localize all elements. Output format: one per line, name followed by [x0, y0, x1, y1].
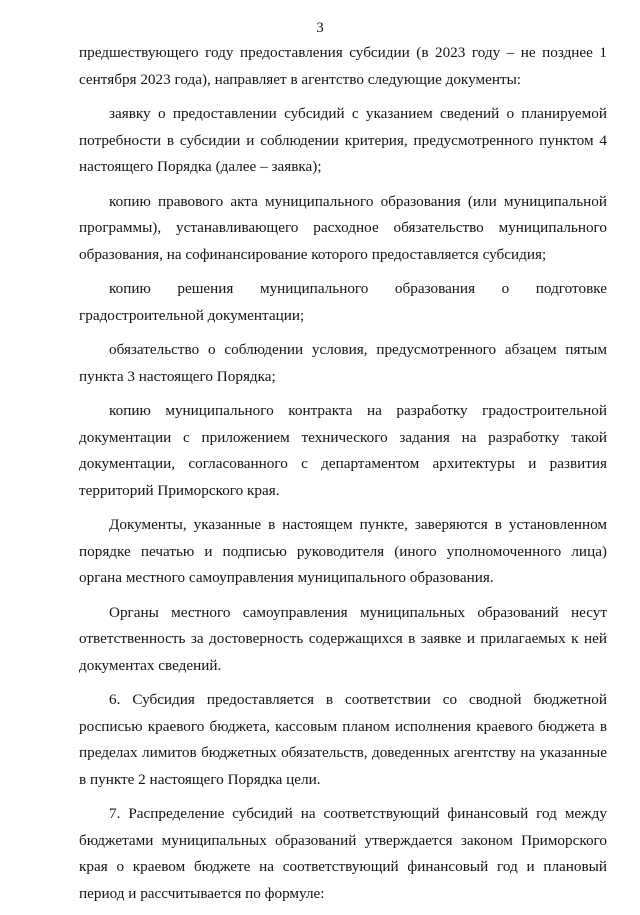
paragraph-responsibility: Органы местного самоуправления муниципальных образований несут ответственность за достоверность содержащихся в заявке и прилагаемых к ней документах сведений. [79, 603, 607, 674]
paragraph-certification: Документы, указанные в настоящем пункте, заверяются в установленном порядке печатью и подписью руководителя (иного уполномоченного лица) органа местного самоуправления муниципального образования. [79, 516, 607, 586]
page-number: 3 [316, 20, 324, 36]
document-body [79, 40, 607, 915]
paragraph-clause-6: 6. Субсидия предоставляется в соответствии со сводной бюджетной росписью краевого бюджета, кассовым планом исполнения краевого бюджета в пределах лимитов бюджетных обязательств, доведенных агентству на указанные в пункте 2 настоящего Порядка цели. [79, 691, 607, 788]
paragraph-application: заявку о предоставлении субсидий с указанием сведений о планируемой потребности в субсидии и соблюдении критерия, предусмотренного пунктом 4 настоящего Порядка (далее – заявка); [79, 105, 607, 175]
paragraph-obligation: обязательство о соблюдении условия, предусмотренного абзацем пятым пункта 3 настоящего Порядка; [79, 341, 607, 385]
paragraph-documents-intro: предшествующего году предоставления субсидии (в 2023 году – не позднее 1 сентября 2023 года), направляет в агентство следующие документы: [79, 44, 607, 88]
paragraph-clause-7: 7. Распределение субсидий на соответствующий финансовый год между бюджетами муниципальных образований утверждается законом Приморского края о краевом бюджете на соответствующий финансовый год и плановый период и рассчитывается по формуле: [79, 805, 607, 902]
paragraph-legal-act-copy: копию правового акта муниципального образования (или муниципальной программы), устанавливающего расходное обязательство муниципального образования, на софинансирование которого предоставляется субсидия; [79, 192, 607, 263]
paragraph-decision-copy: копию решения муниципального образования о подготовке градостроительной документации; [79, 280, 607, 324]
paragraph-contract-copy: копию муниципального контракта на разработку градостроительной документации с приложением технического задания на разработку такой документации, согласованного с департаментом архитектуры и развития территорий Приморского края. [79, 402, 607, 499]
